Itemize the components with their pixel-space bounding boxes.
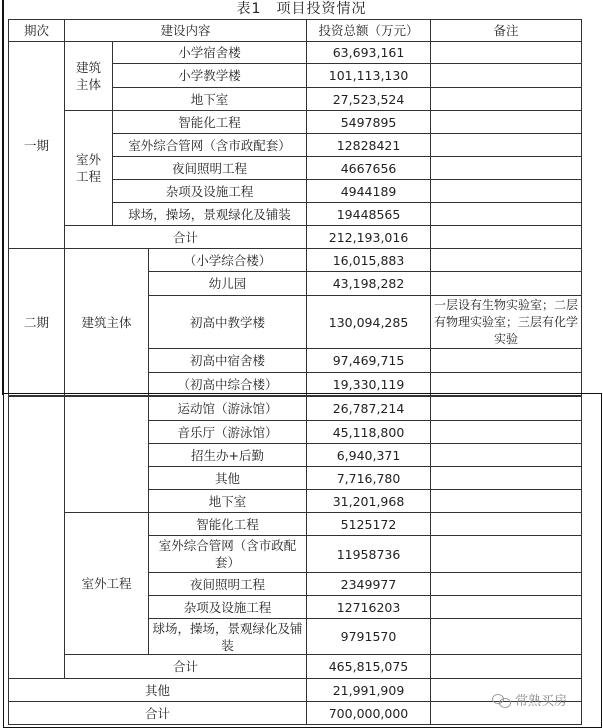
item-amount: 9791570 — [307, 619, 431, 655]
item-remark — [431, 536, 582, 573]
table-row — [9, 397, 582, 421]
item-remark — [431, 490, 582, 513]
group-continuation — [65, 397, 149, 513]
item-name: 杂项及设施工程 — [113, 180, 307, 203]
investment-table-part-1 — [8, 19, 582, 396]
table-row — [9, 249, 582, 272]
watermark — [492, 690, 567, 709]
table-title: 表1 项目投资情况 — [236, 1, 367, 17]
item-amount: 6,940,371 — [307, 444, 431, 467]
item-remark — [431, 157, 582, 180]
item-remark — [431, 349, 582, 373]
group-label: 室外工程 — [65, 513, 149, 655]
item-amount: 4944189 — [307, 180, 431, 203]
other-label: 其他 — [9, 679, 307, 702]
subtotal-amount: 465,815,075 — [307, 655, 431, 679]
item-remark — [431, 42, 582, 64]
item-name: 幼儿园 — [149, 272, 307, 296]
item-name: 室外综合管网（含市政配套） — [149, 536, 307, 573]
item-name: 小学教学楼 — [113, 64, 307, 88]
table-row — [9, 513, 582, 536]
item-name: 室外综合管网（含市政配套） — [113, 134, 307, 157]
item-amount: 11958736 — [307, 536, 431, 573]
item-remark — [431, 513, 582, 536]
item-remark — [431, 421, 582, 444]
investment-table-part-2 — [8, 396, 582, 725]
header-phase: 期次 — [9, 20, 65, 42]
item-amount: 45,118,800 — [307, 421, 431, 444]
item-amount: 4667656 — [307, 157, 431, 180]
item-remark — [431, 226, 582, 249]
group-label: 建筑主体 — [65, 42, 113, 111]
item-remark — [431, 249, 582, 272]
item-name: 球场，操场，景观绿化及铺装 — [149, 619, 307, 655]
item-amount: 27,523,524 — [307, 88, 431, 111]
header-remark: 备注 — [431, 20, 582, 42]
subtotal-label: 合计 — [65, 655, 307, 679]
item-remark — [431, 180, 582, 203]
item-remark — [431, 111, 582, 134]
item-name: 杂项及设施工程 — [149, 596, 307, 619]
item-remark — [431, 619, 582, 655]
item-name: 运动馆（游泳馆） — [149, 397, 307, 421]
item-name: （初高中综合楼） — [149, 373, 307, 396]
item-name: 初高中教学楼 — [149, 296, 307, 349]
item-name: 招生办+后勤 — [149, 444, 307, 467]
item-name: 小学宿舍楼 — [113, 42, 307, 64]
subtotal-row — [9, 655, 582, 679]
item-name: 夜间照明工程 — [113, 157, 307, 180]
item-amount: 31,201,968 — [307, 490, 431, 513]
item-amount: 26,787,214 — [307, 397, 431, 421]
item-remark — [431, 444, 582, 467]
item-amount: 101,113,130 — [307, 64, 431, 88]
item-remark — [431, 64, 582, 88]
item-amount: 7,716,780 — [307, 467, 431, 490]
item-amount: 12716203 — [307, 596, 431, 619]
item-amount: 97,469,715 — [307, 349, 431, 373]
header-content: 建设内容 — [65, 20, 307, 42]
item-amount: 16,015,883 — [307, 249, 431, 272]
item-remark — [431, 655, 582, 679]
item-name: 其他 — [149, 467, 307, 490]
item-remark — [431, 134, 582, 157]
wechat-icon — [492, 693, 512, 707]
item-remark — [431, 596, 582, 619]
item-name: 夜间照明工程 — [149, 573, 307, 596]
phase-label: 二期 — [9, 249, 65, 396]
item-name: 地下室 — [149, 490, 307, 513]
table-row — [9, 42, 582, 64]
item-name: 智能化工程 — [113, 111, 307, 134]
subtotal-row — [9, 226, 582, 249]
item-name: 智能化工程 — [149, 513, 307, 536]
group-label: 室外工程 — [65, 111, 113, 226]
subtotal-amount: 212,193,016 — [307, 226, 431, 249]
item-amount: 5125172 — [307, 513, 431, 536]
item-amount: 5497895 — [307, 111, 431, 134]
phase-label: 一期 — [9, 42, 65, 249]
item-name: 初高中宿舍楼 — [149, 349, 307, 373]
group-label: 建筑主体 — [65, 249, 149, 396]
item-name: 球场，操场，景观绿化及铺装 — [113, 203, 307, 226]
watermark-text: 常熟买房 — [515, 694, 568, 709]
total-amount: 700,000,000 — [307, 702, 431, 725]
item-amount: 43,198,282 — [307, 272, 431, 296]
item-amount: 2349977 — [307, 573, 431, 596]
item-remark — [431, 203, 582, 226]
frame-border — [2, 0, 4, 395]
table-header-row — [9, 20, 582, 42]
item-remark — [431, 272, 582, 296]
item-amount: 130,094,285 — [307, 296, 431, 349]
table-row — [9, 111, 582, 134]
item-remark — [431, 573, 582, 596]
other-amount: 21,991,909 — [307, 679, 431, 702]
total-label: 合计 — [9, 702, 307, 725]
item-remark — [431, 467, 582, 490]
subtotal-label: 合计 — [65, 226, 307, 249]
phase-continuation — [9, 397, 65, 679]
item-name: 地下室 — [113, 88, 307, 111]
item-amount: 19,330,119 — [307, 373, 431, 396]
item-amount: 63,693,161 — [307, 42, 431, 64]
item-amount: 12828421 — [307, 134, 431, 157]
item-remark — [431, 397, 582, 421]
header-amount: 投资总额（万元） — [307, 20, 431, 42]
item-remark: 一层设有生物实验室；二层有物理实验室；三层有化学实验 — [431, 296, 582, 349]
item-name: 音乐厅（游泳馆） — [149, 421, 307, 444]
item-remark — [431, 88, 582, 111]
item-name: （小学综合楼） — [149, 249, 307, 272]
item-amount: 19448565 — [307, 203, 431, 226]
